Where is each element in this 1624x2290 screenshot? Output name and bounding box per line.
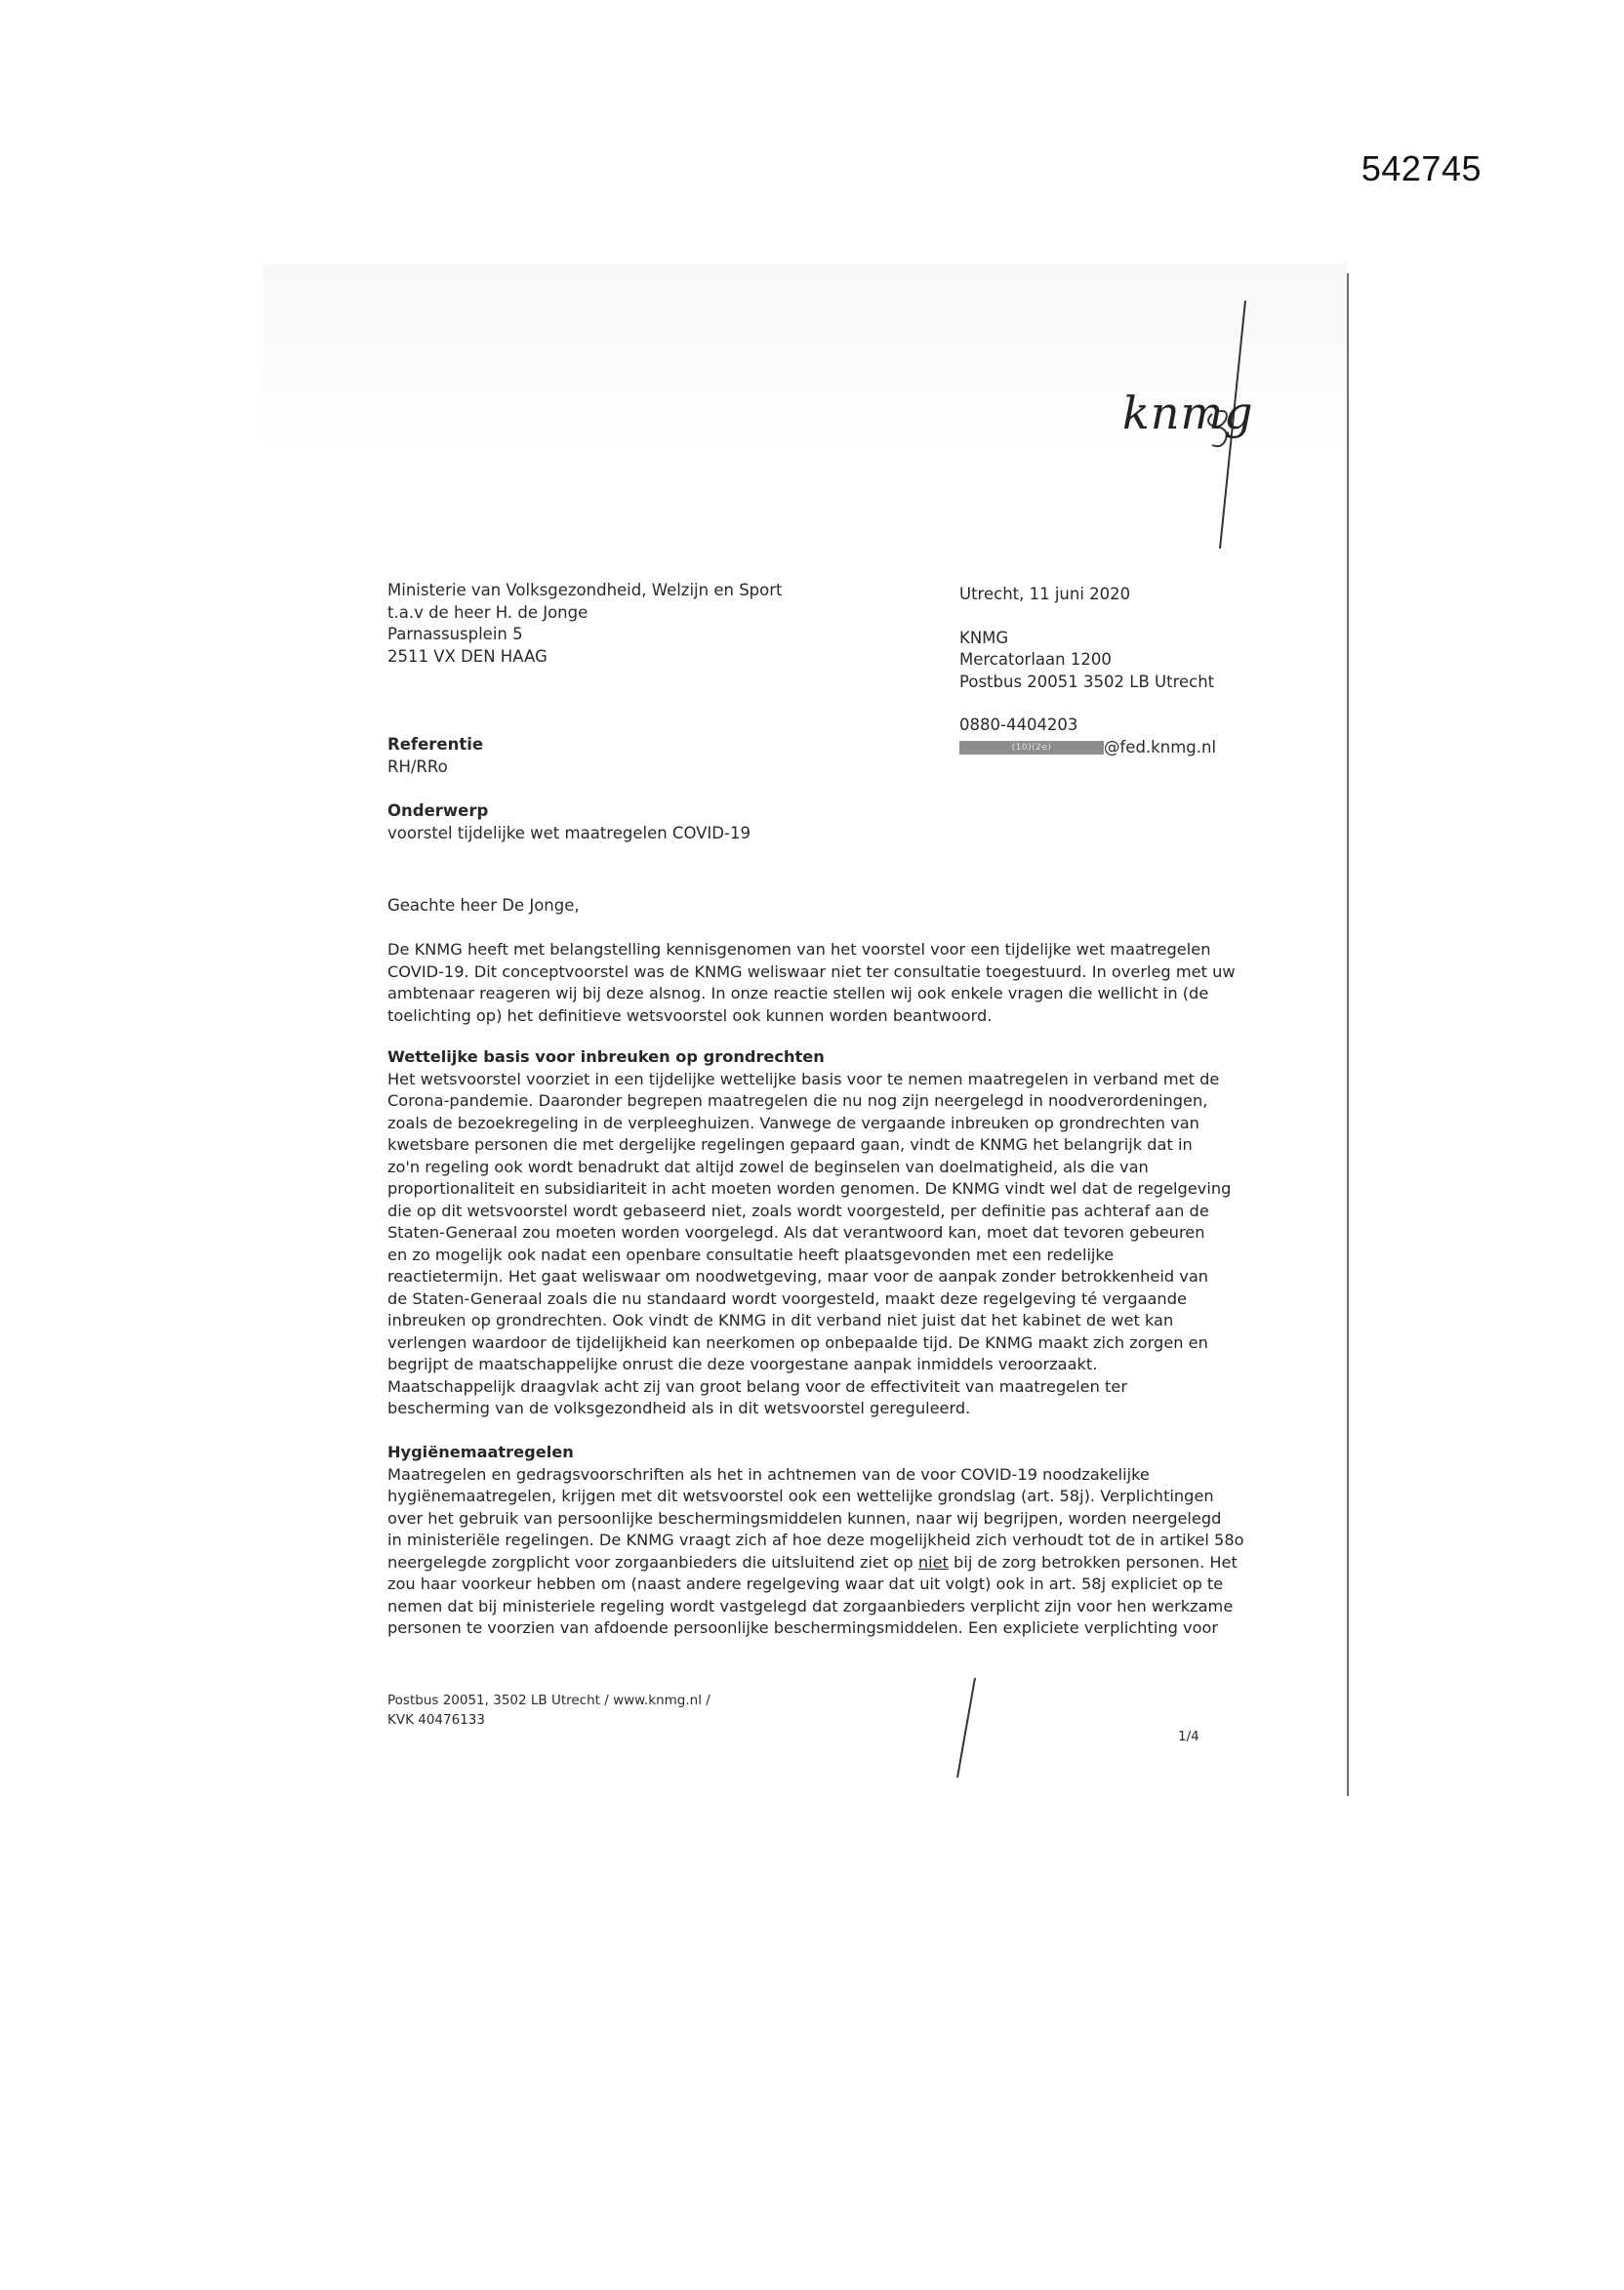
- paragraph-line: inbreuken op grondrechten. Ook vindt de KNMG in dit verband niet juist dat het kabinet de wet kan: [387, 1311, 1174, 1329]
- redaction-bar: (10)(2e): [959, 741, 1104, 755]
- paragraph-line: personen te voorzien van afdoende persoonlijke beschermingsmiddelen. Een expliciete verplichting voor: [387, 1618, 1219, 1637]
- paragraph-line: Staten-Generaal zou moeten worden voorgelegd. Als dat verantwoord kan, moet dat tevoren gebeuren: [387, 1223, 1205, 1242]
- intro-paragraph: [387, 939, 1236, 1027]
- sender-org: KNMG: [959, 628, 1009, 647]
- paragraph-line: hygiënemaatregelen, krijgen met dit wetsvoorstel ook een wettelijke grondslag (art. 58j). Verplichtingen: [387, 1487, 1214, 1505]
- knmg-logo: [1122, 293, 1254, 556]
- logo-wordmark: knmg: [1122, 387, 1254, 439]
- paragraph-line: proportionaliteit en subsidiariteit in acht moeten worden genomen. De KNMG vindt wel dat de regelgeving: [387, 1179, 1232, 1198]
- paragraph-line: Corona-pandemie. Daaronder begrepen maatregelen die nu nog zijn neergelegd in noodverordeningen,: [387, 1091, 1208, 1110]
- paragraph-line: De KNMG heeft met belangstelling kennisgenomen van het voorstel voor een tijdelijke wet maatregelen: [387, 940, 1211, 959]
- paragraph-line: bescherming van de volksgezondheid als in dit wetsvoorstel gereguleerd.: [387, 1399, 971, 1417]
- footer-line: KVK 40476133: [387, 1712, 485, 1728]
- reference-label: Referentie: [387, 735, 484, 754]
- paragraph-line: zo'n regeling ook wordt benadrukt dat altijd zowel de beginselen van doelmatigheid, als die van: [387, 1157, 1149, 1176]
- recipient-line: t.a.v de heer H. de Jonge: [387, 602, 589, 622]
- subject-value: voorstel tijdelijke wet maatregelen COVID-19: [387, 823, 751, 842]
- page-number: 1/4: [1178, 1729, 1199, 1744]
- footer-address: [387, 1691, 710, 1730]
- paragraph-line: reactietermijn. Het gaat weliswaar om noodwetgeving, maar voor de aanpak zonder betrokkenheid van: [387, 1267, 1209, 1286]
- date-line: Utrecht, 11 juni 2020: [959, 585, 1131, 603]
- paragraph-line: over het gebruik van persoonlijke beschermingsmiddelen kunnen, naar wij begrijpen, worden neergelegd: [387, 1508, 1222, 1528]
- section-hygiene: [387, 1442, 1244, 1640]
- section-legal-basis: [387, 1046, 1232, 1420]
- paragraph-line: Maatschappelijk draagvlak acht zij van groot belang voor de effectiviteit van maatregelen ter: [387, 1376, 1127, 1396]
- underlined-word: niet: [917, 1552, 949, 1572]
- paragraph-line: zoals de bezoekregeling in de verpleeghuizen. Vanwege de vergaande inbreuken op grondrechten van: [387, 1113, 1199, 1132]
- paragraph-line: toelichting op) het definitieve wetsvoorstel ook kunnen worden beantwoord.: [387, 1005, 993, 1025]
- paragraph-line: zou haar voorkeur hebben om (naast andere regelgeving waar dat uit volgt) ook in art. 58j expliciet op te: [387, 1574, 1224, 1593]
- email-suffix: @fed.knmg.nl: [1104, 737, 1217, 757]
- paragraph-line: ambtenaar reageren wij bij deze alsnog. In onze reactie stellen wij ook enkele vragen die wellicht in (de: [387, 984, 1209, 1002]
- paragraph-line: verlengen waardoor de tijdelijkheid kan neerkomen op onbepaalde tijd. De KNMG maakt zich zorgen en: [387, 1332, 1208, 1352]
- paragraph-line: kwetsbare personen die met dergelijke regelingen gepaard gaan, vindt de KNMG het belangrijk dat in: [387, 1135, 1193, 1154]
- footer-slash-mark: [952, 1674, 981, 1781]
- paragraph-line: nemen dat bij ministeriele regeling wordt vastgelegd dat zorgaanbieders verplicht zijn voor hen werkzame: [387, 1596, 1234, 1615]
- reference-value: RH/RRo: [387, 757, 448, 776]
- footer-line: Postbus 20051, 3502 LB Utrecht / www.knmg.nl /: [387, 1693, 710, 1708]
- salutation: Geachte heer De Jonge,: [387, 896, 580, 915]
- sender-street: Mercatorlaan 1200: [959, 650, 1112, 669]
- paragraph-line: begrijpt de maatschappelijke onrust die deze voorgestane aanpak inmiddels veroorzaakt.: [387, 1355, 1098, 1373]
- paragraph-line: in ministeriële regelingen. De KNMG vraagt zich af hoe deze mogelijkheid zich verhoudt tot de in artikel 58o: [387, 1531, 1244, 1549]
- sender-phone: 0880-4404203: [959, 716, 1078, 734]
- paragraph-line: Het wetsvoorstel voorziet in een tijdelijke wettelijke basis voor te nemen maatregelen in verband met de: [387, 1069, 1220, 1088]
- sender-email: [959, 737, 1216, 759]
- paragraph-line: COVID-19. Dit conceptvoorstel was de KNMG weliswaar niet ter consultatie toegestuurd. In overleg met uw: [387, 961, 1236, 981]
- paragraph-line: die op dit wetsvoorstel wordt gebaseerd niet, zoals wordt voorgesteld, per definitie pas achteraf aan de: [387, 1201, 1209, 1220]
- reference-block: [387, 734, 483, 778]
- document-number: 542745: [1360, 148, 1482, 188]
- section-heading: Hygiënemaatregelen: [387, 1443, 574, 1461]
- recipient-line: 2511 VX DEN HAAG: [387, 646, 548, 666]
- paragraph-line: de Staten-Generaal zoals die nu standaard wordt voorgesteld, maakt deze regelgeving té vergaande: [387, 1288, 1187, 1308]
- subject-label: Onderwerp: [387, 801, 489, 820]
- section-heading: Wettelijke basis voor inbreuken op grondrechten: [387, 1047, 825, 1066]
- scan-edge: [1347, 273, 1349, 1796]
- recipient-line: Ministerie van Volksgezondheid, Welzijn en Sport: [387, 581, 783, 599]
- recipient-address: [387, 580, 783, 668]
- subject-block: [387, 800, 751, 844]
- recipient-line: Parnassusplein 5: [387, 625, 523, 643]
- paragraph-line: Maatregelen en gedragsvoorschriften als het in achtnemen van de voor COVID-19 noodzakelijke: [387, 1464, 1150, 1484]
- paragraph-line: neergelegde zorgplicht voor zorgaanbieders die uitsluitend ziet op niet bij de zorg betrokken personen. Het: [387, 1552, 1238, 1572]
- sender-block: [959, 584, 1216, 758]
- paragraph-line: en zo mogelijk ook nadat een openbare consultatie heeft plaatsgevonden met een redelijke: [387, 1245, 1115, 1264]
- sender-postbox: Postbus 20051 3502 LB Utrecht: [959, 672, 1215, 691]
